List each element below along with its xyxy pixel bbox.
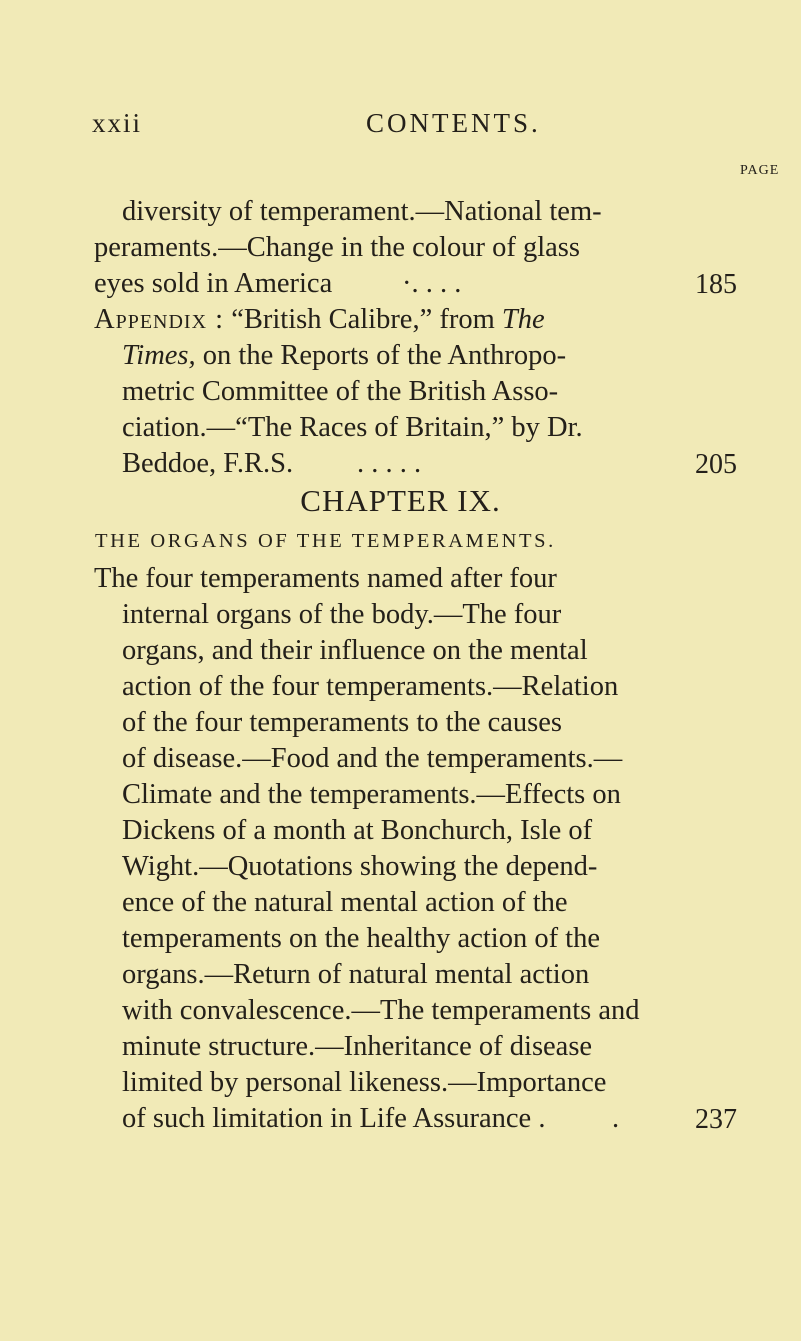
page-column-label: PAGE <box>740 163 780 178</box>
chapter-line: of disease.—Food and the temperaments.— <box>122 743 623 774</box>
chapter-line: internal organs of the body.—The four <box>122 599 562 630</box>
chapter-line: Climate and the temperaments.—Effects on <box>122 779 621 810</box>
chapter-line: Wight.—Quotations showing the depend- <box>122 851 598 882</box>
appendix-line <box>122 342 566 371</box>
appendix-last-text: Beddoe, F.R.S. <box>122 448 294 479</box>
chapter-line: action of the four temperaments.—Relation <box>122 671 619 702</box>
appendix-text: “British Calibre,” from <box>231 304 495 335</box>
chapter-line: ence of the natural mental action of the <box>122 887 568 918</box>
entry-line <box>94 268 462 299</box>
dot-leader: . <box>612 1103 620 1134</box>
appendix-italic-title: The <box>501 304 545 335</box>
chapter-line: The four temperaments named after four <box>94 563 557 594</box>
chapter-line: with convalescence.—The temperaments and <box>122 995 640 1026</box>
appendix-label: Appendix : <box>94 304 225 335</box>
chapter-line: of the four temperaments to the causes <box>122 707 563 738</box>
chapter-line: temperaments on the healthy action of the <box>122 923 601 954</box>
page-number: 185 <box>695 269 737 300</box>
appendix-italic-title: Times, <box>122 340 196 371</box>
chapter-line: limited by personal likeness.—Importance <box>122 1067 607 1098</box>
entry-last-text: eyes sold in America <box>94 268 333 299</box>
appendix-line <box>94 306 545 335</box>
chapter-line: minute structure.—Inheritance of disease <box>122 1031 593 1062</box>
page-number: 205 <box>695 449 737 480</box>
chapter-line <box>122 1103 620 1134</box>
chapter-line: organs, and their influence on the mental <box>122 635 588 666</box>
appendix-text: on the Reports of the Anthropo- <box>202 340 567 371</box>
chapter-line: Dickens of a month at Bonchurch, Isle of <box>122 815 593 846</box>
chapter-title: THE ORGANS OF THE TEMPERAMENTS. <box>95 530 556 552</box>
page-number: 237 <box>695 1104 737 1135</box>
appendix-line: metric Committee of the British Asso- <box>122 376 559 407</box>
chapter-last-text: of such limitation in Life Assurance . <box>122 1103 546 1134</box>
entry-line: peraments.—Change in the colour of glass <box>94 232 580 263</box>
appendix-line: ciation.—“The Races of Britain,” by Dr. <box>122 412 583 443</box>
appendix-line <box>122 448 422 479</box>
dot-leader: . . . . . <box>357 448 422 479</box>
entry-line: diversity of temperament.—National tem- <box>122 196 602 227</box>
chapter-heading: CHAPTER IX. <box>300 483 501 518</box>
dot-leader: ·. . . . <box>402 268 462 299</box>
running-title: CONTENTS. <box>366 108 541 138</box>
page-folio: xxii <box>92 108 143 138</box>
chapter-line: organs.—Return of natural mental action <box>122 959 590 990</box>
